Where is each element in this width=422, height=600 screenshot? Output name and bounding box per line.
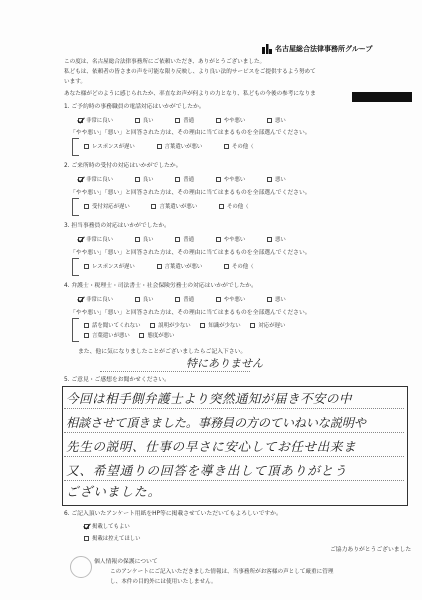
q4-reason-0-label: 話を聞いてくれない (92, 323, 141, 329)
firm-logo (262, 44, 372, 54)
q3-reasons (84, 264, 274, 270)
q4-option-0-label: 非常に良い (86, 297, 113, 303)
redaction-bar (352, 92, 412, 102)
q3-reason-bracket (72, 258, 79, 276)
q6-option-1 (84, 536, 141, 542)
q2-reason-2-label: その他（ (226, 204, 249, 210)
q2-reason-1-checkbox[interactable] (151, 204, 156, 209)
intro-line-2: 私どもは、依頼者の皆さまの声を可能な限り反映し、より良い法的サービスをご提供するよう努めて (64, 69, 316, 75)
q2-options (78, 177, 306, 183)
q1-followup: 「やや悪い」「悪い」と回答された方は、その理由に当てはまるものを全部選んでください。 (70, 130, 311, 136)
q4-option-2-checkbox[interactable] (175, 297, 180, 302)
q4-reasons-row-1 (84, 323, 293, 329)
q4-reason-1-label: 説明が少ない (158, 323, 191, 329)
q6-option-0-label: 掲載してもよい (92, 524, 130, 530)
q4-followup: 「やや悪い」「悪い」と回答された方は、その理由に当てはまるものを全部選んでください。 (70, 310, 311, 316)
q2-reason-0-label: 受付対応が遅い (92, 204, 130, 210)
q3-option-2-checkbox[interactable] (175, 237, 180, 242)
q2-reason-bracket (72, 198, 79, 216)
q4-option-3-checkbox[interactable] (216, 297, 221, 302)
q1-option-2-label: 普通 (183, 118, 194, 124)
q3-options (78, 237, 306, 243)
q4-reason-2-label: 知識が少ない (208, 323, 241, 329)
q1-reason-1-label: 言葉遣いが悪い (164, 144, 203, 150)
intro-line-3: います。 (64, 79, 86, 85)
comment-line-3 (64, 456, 404, 457)
flower-stamp-icon (70, 556, 92, 578)
q3-option-0-checkbox[interactable] (78, 237, 83, 242)
q4-reason-5-label: 態度が悪い (147, 333, 175, 339)
q2-option-1-checkbox[interactable] (135, 177, 140, 182)
q2-reason-2-checkbox[interactable] (219, 204, 224, 209)
q1-options (78, 118, 306, 124)
q3-reason-0-checkbox[interactable] (84, 264, 89, 269)
q1-reasons (84, 144, 274, 150)
q2-reason-1-label: 言葉遣いが悪い (159, 204, 198, 210)
q1-option-0-label: 非常に良い (86, 118, 113, 124)
q1-option-4-label: 悪い (275, 118, 286, 124)
q1-option-4-checkbox[interactable] (267, 118, 272, 123)
intro-line-4: あなた様がどのように感じられたか、率直なお声が何よりの力となり、私どもの今後の参考になりま (64, 91, 316, 97)
q1-reason-bracket (72, 138, 79, 156)
q3-option-3-checkbox[interactable] (216, 237, 221, 242)
q3-followup: 「やや悪い」「悪い」と回答された方は、その理由に当てはまるものを全部選んでください。 (70, 250, 311, 256)
q4-title: 4. 弁護士・税理士・司法書士・社会保険労務士の対応はいかがでしたか。 (64, 283, 257, 289)
q3-reason-1-label: 言葉遣いが悪い (164, 264, 203, 270)
q4-option-4-label: 悪い (275, 297, 286, 303)
q3-reason-0-label: レスポンスが遅い (92, 264, 135, 270)
q2-option-1-label: 良い (142, 177, 154, 183)
q4-other-prompt: また、他に気になりましたことがございましたらご記入下さい。 (78, 349, 247, 355)
q1-reason-2-checkbox[interactable] (224, 144, 229, 149)
q6-option-0-checkbox[interactable] (84, 524, 89, 529)
comment-handwriting-4: 又、希望通りの回答を導き出して頂ありがとう (66, 463, 348, 478)
q2-option-0-checkbox[interactable] (78, 177, 83, 182)
firm-logo-text: 名古屋総合法律事務所グループ (275, 44, 373, 53)
comment-handwriting-1: 今回は相手側弁護士より突然通知が届き不安の中 (66, 391, 352, 406)
q4-option-1-checkbox[interactable] (135, 297, 140, 302)
privacy-line-2: し、本件の目的外には使用いたしません。 (110, 579, 217, 585)
q6-option-1-label: 掲載は控えてほしい (92, 536, 141, 542)
q2-option-3-checkbox[interactable] (216, 177, 221, 182)
q2-option-2-checkbox[interactable] (175, 177, 180, 182)
q1-title: 1. ご予約時の事務職員の電話対応はいかがでしたか。 (64, 104, 205, 110)
q2-title: 2. ご来所時の受付の対応はいかがでしたか。 (64, 163, 182, 169)
q4-options (78, 297, 306, 303)
q1-reason-1-checkbox[interactable] (157, 144, 162, 149)
q4-other-underline (100, 371, 250, 372)
comment-line-2 (64, 432, 404, 433)
q3-option-0-label: 非常に良い (86, 237, 113, 243)
q4-reasons-row-2 (84, 333, 182, 339)
q4-reason-3-checkbox[interactable] (250, 323, 255, 328)
q2-reason-0-checkbox[interactable] (84, 204, 89, 209)
q4-other-answer[interactable]: 特にありません (186, 357, 263, 370)
q3-reason-2-label: その他（ (232, 264, 254, 270)
q1-option-2-checkbox[interactable] (175, 118, 180, 123)
q2-option-2-label: 普通 (183, 177, 194, 183)
q3-option-4-label: 悪い (275, 237, 286, 243)
q3-option-1-label: 良い (142, 237, 154, 243)
intro-line-1: この度は、名古屋総合法律事務所にご依頼いただき、ありがとうございました。 (64, 59, 266, 65)
privacy-line-1: このアンケートにご記入いただきました情報は、当事務所がお客様の声として厳重に管理 (110, 569, 334, 575)
q4-option-2-label: 普通 (183, 297, 194, 303)
q6-title: 6. ご記入頂いたアンケート用紙をHP等に掲載させていただいてもよろしいですか。 (64, 511, 282, 517)
q6-option-0 (84, 524, 130, 530)
q4-reason-5-checkbox[interactable] (139, 333, 144, 338)
q2-option-4-label: 悪い (275, 177, 286, 183)
q2-followup: 「やや悪い」「悪い」と回答された方は、その理由に当てはまるものを全部選んでください。 (70, 190, 311, 196)
q4-reason-2-checkbox[interactable] (200, 323, 205, 328)
q4-reason-0-checkbox[interactable] (84, 323, 89, 328)
q3-reason-2-checkbox[interactable] (224, 264, 229, 269)
q1-reason-0-label: レスポンスが遅い (92, 144, 135, 150)
q3-title: 3. 担当事務員の対応はいかがでしたか。 (64, 223, 170, 229)
q4-reason-3-label: 対応が遅い (258, 323, 286, 329)
q3-option-3-label: やや悪い (223, 237, 246, 243)
thanks-text: ご協力ありがとうございました (330, 547, 412, 553)
q3-option-2-label: 普通 (183, 237, 194, 243)
privacy-title: 個人情報の保護について (94, 559, 158, 565)
q1-reason-0-checkbox[interactable] (84, 144, 89, 149)
q4-option-4-checkbox[interactable] (267, 297, 272, 302)
q4-option-1-label: 良い (142, 297, 154, 303)
comment-line-4 (64, 480, 404, 481)
q1-option-0-checkbox[interactable] (78, 118, 83, 123)
q1-option-3-checkbox[interactable] (216, 118, 221, 123)
q4-reason-1-checkbox[interactable] (150, 323, 155, 328)
comment-line-1 (64, 408, 404, 409)
q6-option-1-checkbox[interactable] (84, 536, 89, 541)
comment-handwriting-5: ございました。 (66, 484, 162, 499)
q3-reason-1-checkbox[interactable] (157, 264, 162, 269)
comment-handwriting-3: 先生の説明、仕事の早さに安心してお任せ出来ま (66, 439, 357, 454)
q1-option-1-label: 良い (142, 118, 154, 124)
comment-handwriting-2: 相談させて頂きました。事務員の方のていねいな説明や (66, 416, 366, 430)
q3-option-4-checkbox[interactable] (267, 237, 272, 242)
q4-reason-4-checkbox[interactable] (84, 333, 89, 338)
q3-option-1-checkbox[interactable] (135, 237, 140, 242)
q5-title: 5. ご意見・ご感想をお聞かせください。 (64, 377, 170, 383)
q1-reason-2-label: その他（ (232, 144, 254, 150)
q4-reason-bracket (72, 318, 79, 342)
q1-option-3-label: やや悪い (223, 118, 246, 124)
q1-option-1-checkbox[interactable] (135, 118, 140, 123)
q4-option-0-checkbox[interactable] (78, 297, 83, 302)
firm-logo-icon (262, 44, 272, 54)
q2-option-4-checkbox[interactable] (267, 177, 272, 182)
q4-option-3-label: やや悪い (223, 297, 246, 303)
q2-option-0-label: 非常に良い (86, 177, 113, 183)
q2-option-3-label: やや悪い (223, 177, 246, 183)
q2-reasons (84, 204, 269, 210)
q4-reason-4-label: 言葉遣いが悪い (92, 333, 130, 339)
